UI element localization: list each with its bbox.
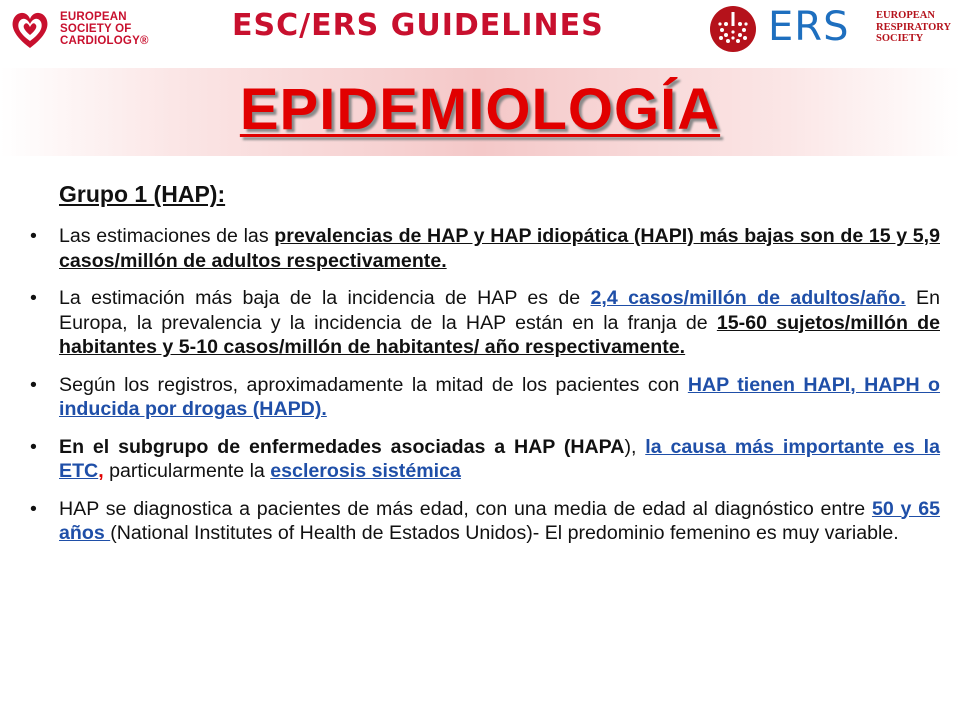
group-heading: Grupo 1 (HAP): [59,181,226,207]
bullet-emphasis: prevalencias de HAP y HAP idiopática (HAPI) más bajas son de 15 y 5,9 casos/millón de adultos respectivamente. [59,225,940,272]
bullet-highlight: la causa más importante es la ETC [59,435,940,482]
ers-line: EUROPEAN [876,10,935,21]
header-banner [0,0,960,60]
slide-title: EPIDEMIOLOGÍA [239,77,721,142]
bullet-item [28,286,940,360]
heart-icon [8,8,52,52]
esc-line: CARDIOLOGY® [60,35,149,47]
bullet-item [28,497,940,546]
bullet-item [28,435,940,484]
bullet-bold: En el subgrupo de enfermedades asociadas a HAP (HAPA [59,435,625,458]
esc-line: EUROPEAN [60,11,127,23]
bullet-highlight: 2,4 casos/millón de adultos/año. [590,287,906,309]
bullet-text: (National Institutes of Health de Estados Unidos)- El predominio femenino es muy variable. [110,522,899,544]
bullet-item [28,224,940,273]
esc-logo-text [60,11,149,47]
guidelines-title: ESC/ERS GUIDELINES [232,8,604,43]
esc-logo [8,6,208,54]
ers-line: SOCIETY [876,33,924,44]
bullet-highlight: 50 y 65 años [59,497,941,544]
ers-logo-mark: ERS [768,4,850,50]
bullet-text: Las estimaciones de las [59,225,275,247]
bullet-red-comma: , [98,460,104,482]
esc-line: SOCIETY OF [60,23,132,35]
ers-lungs-icon [708,4,758,54]
bullet-item [28,373,940,422]
bullet-text: HAP se diagnostica a pacientes de más edad, con una media de edad al diagnóstico entre [59,497,872,520]
bullet-text: La estimación más baja de la incidencia de HAP es de [59,287,591,309]
bullet-text: particularmente la [103,460,271,482]
bullet-highlight: esclerosis sistémica [270,460,461,482]
ers-line: RESPIRATORY [876,21,952,33]
bullet-list [28,224,940,559]
bullet-text: Según los registros, aproximadamente la mitad de los pacientes con [59,373,688,396]
ers-logo-text [876,10,951,45]
bullet-text: En Europa, la prevalencia y la incidencia de la HAP están en la franja de [59,287,940,334]
bullet-emphasis: 15-60 sujetos/millón de habitantes y 5-10 casos/millón de habitantes/ año respectivamente. [59,311,940,358]
bullet-text: ), [624,435,646,458]
bullet-highlight: HAP tienen HAPI, HAPH o inducida por drogas (HAPD). [59,373,941,420]
